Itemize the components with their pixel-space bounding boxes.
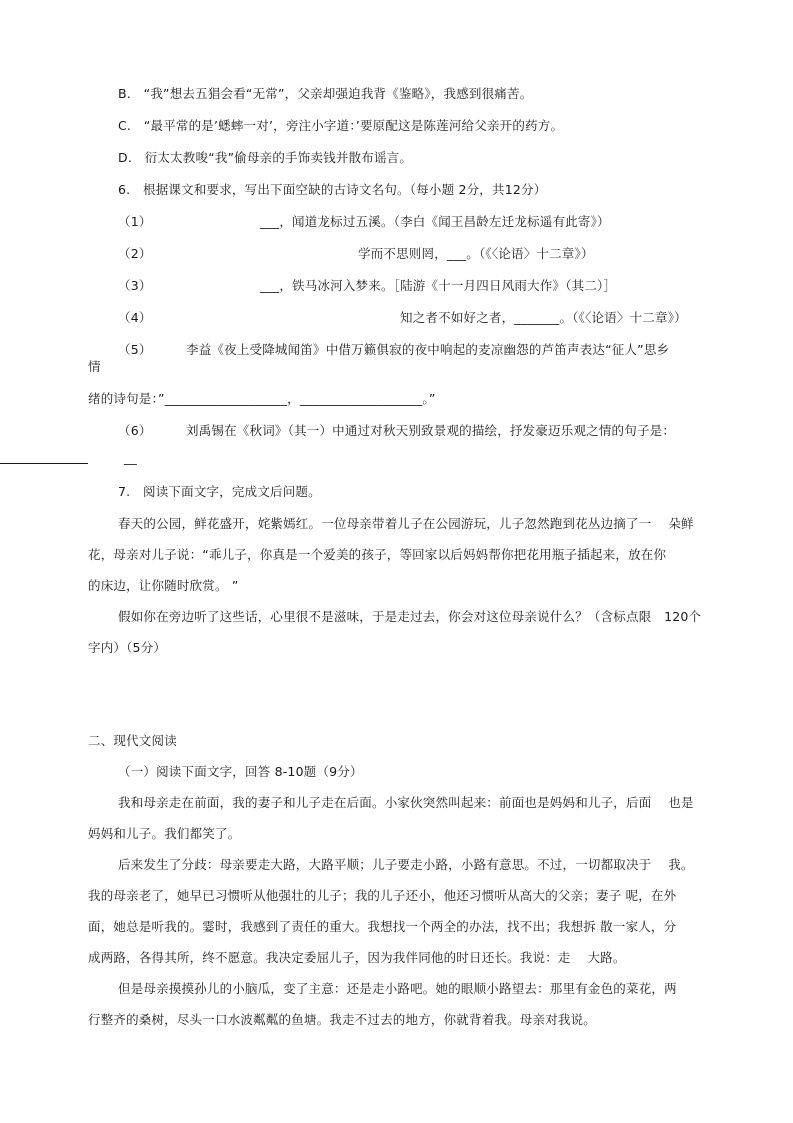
option-d: D. 衍太太教唆“我”偷母亲的手饰卖钱并散布谣言。 — [118, 150, 413, 165]
reading-line-2: 妈妈和儿子。我们都笑了。 — [88, 826, 241, 841]
q6-6-number: （6） — [118, 423, 152, 438]
reading-line-3: 后来发生了分歧：母亲要走大路，大路平顺；儿子要走小路，小路有意思。不过，一切都取决于 我。 — [118, 857, 694, 872]
q7-paragraph-line-3: 的床边，让你随时欣赏。 ” — [88, 578, 239, 593]
section-2-part-1: （一）阅读下面文字，回答 8-10题（9分） — [118, 764, 363, 779]
q6-2-number: （2） — [118, 246, 152, 261]
question-7: 7. 阅读下面文字，完成文后问题。 — [118, 484, 321, 499]
reading-line-5: 面，她总是听我的。霎时，我感到了责任的重大。我想找一个两全的办法，找不出；我想拆 散一家人，分 — [88, 919, 677, 934]
q7-prompt-line-2: 字内）（5分） — [88, 640, 167, 655]
q6-3-text: ___，铁马冰河入梦来。［陆游《十一月四日风雨大作》（其二）］ — [260, 278, 617, 293]
q6-5-text: 李益《夜上受降城闻笛》中借万籁俱寂的夜中响起的麦凉幽怨的芦笛声表达“征人”思乡 — [186, 342, 670, 357]
q6-5-number: （5） — [118, 342, 152, 357]
reading-line-4: 我的母亲老了，她早已习惯听从他强壮的儿子；我的儿子还小，他还习惯听从高大的父亲；妻子 呢，在外 — [88, 888, 677, 903]
q6-2-text: 学而不思则罔，___。（《〈论语〉十二章》） — [358, 246, 594, 261]
q6-5-continued: 情 — [88, 359, 101, 374]
q6-6-text: 刘禹锡在《秋词》（其一）中通过对秋天别致景观的描绘，抒发豪迈乐观之情的句子是： — [186, 423, 676, 438]
reading-line-1: 我和母亲走在前面，我的妻子和儿子走在后面。小家伙突然叫起来：前面也是妈妈和儿子，后面 也是 — [118, 795, 694, 810]
reading-line-6: 成两路，各得其所，终不愿意。我决定委屈儿子，因为我伴同他的时日还长。我说：走 大路。 — [88, 950, 626, 965]
q7-paragraph-line-2: 花，母亲对儿子说：“乖儿子，你真是一个爱美的孩子，等回家以后妈妈帮你把花用瓶子插起来，放在你 — [88, 547, 667, 562]
q6-6-tail-blank: __ — [124, 450, 137, 465]
q7-paragraph-line-1: 春天的公园，鲜花盛开，姹紫嫣红。一位母亲带着儿子在公园游玩，儿子忽然跑到花丛边摘了一 朵鲜 — [118, 516, 694, 531]
reading-line-8: 行整齐的桑树，尽头一口水波粼粼的鱼塘。我走不过去的地方，你就背着我。母亲对我说。 — [88, 1012, 597, 1027]
q6-3-number: （3） — [118, 278, 152, 293]
q6-6-answer-line — [0, 463, 88, 464]
option-b: B. “我”想去五猖会看“无常”，父亲却强迫我背《鉴略》，我感到很痛苦。 — [118, 86, 533, 101]
q6-5-line-2: 绪的诗句是：”___________________，___________________。” — [88, 391, 436, 406]
reading-line-7: 但是母亲摸摸孙儿的小脑瓜，变了主意：还是走小路吧。她的眼顺小路望去：那里有金色的菜花，两 — [118, 981, 677, 996]
q7-prompt-line-1: 假如你在旁边听了这些话，心里很不是滋味，于是走过去，你会对这位母亲说什么？（含标点限 120个 — [118, 609, 702, 624]
q6-4-number: （4） — [118, 310, 152, 325]
section-2-heading: 二、现代文阅读 — [88, 733, 177, 748]
q6-1-number: （1） — [118, 214, 152, 229]
q6-1-text: ___，闻道龙标过五溪。（李白《闻王昌龄左迁龙标遥有此寄》） — [260, 214, 610, 229]
q6-4-text: 知之者不如好之者，_______。（《〈论语〉十二章》） — [400, 310, 687, 325]
option-c: C. “最平常的是’蟋蟀一对’，旁注小字道：’要原配这是陈莲河给父亲开的药方。 — [118, 118, 564, 133]
question-6: 6. 根据课文和要求，写出下面空缺的古诗文名句。（每小题 2分，共12分） — [118, 182, 547, 197]
